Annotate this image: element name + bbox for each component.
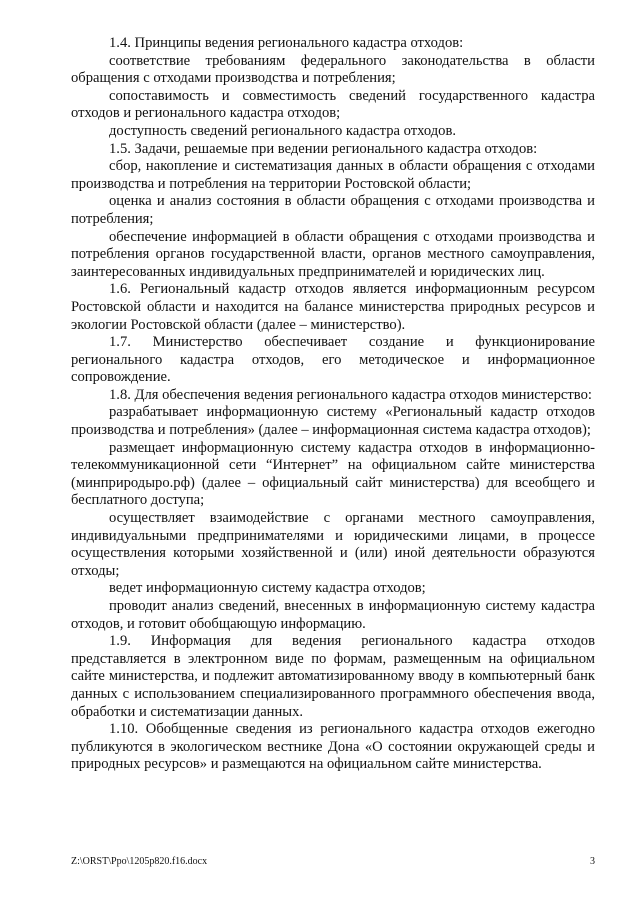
document-body — [71, 35, 595, 774]
footer-file-path: Z:\ORST\Ppo\1205p820.f16.docx — [71, 856, 208, 867]
paragraph-1-4: 1.4. Принципы ведения регионального кадастра отходов: — [109, 35, 464, 51]
page-footer — [71, 856, 595, 870]
paragraph-1-9: 1.9. Информация для ведения регионального кадастра отходов представляется в электронном виде по формам, размещенным на официальном сайте министерства, и подлежит автоматизированному вводу в компьютерный банк данных с использованием специализированного программного обеспечения ввода, обработки и систематизации данных. — [71, 633, 595, 720]
paragraph-principle-compliance: соответствие требованиям федерального законодательства в области обращения с отходами производства и потребления; — [71, 52, 595, 87]
paragraph-1-6: 1.6. Региональный кадастр отходов является информационным ресурсом Ростовской области и находится на балансе министерства природных ресурсов и экологии Ростовской области (далее – министерство). — [71, 281, 595, 333]
paragraph-task-collection: сбор, накопление и систематизация данных в области обращения с отходами производства и потребления на территории Ростовской области; — [71, 158, 595, 192]
paragraph-duty-interact: осуществляет взаимодействие с органами местного самоуправления, индивидуальными предпринимателями и юридическими лицами, в процессе осуществления которыми хозяйственной и (или) иной деятельности образуются отходы; — [71, 510, 595, 579]
paragraph-principle-accessibility: доступность сведений регионального кадастра отходов. — [109, 122, 456, 139]
paragraph-1-8: 1.8. Для обеспечения ведения регионального кадастра отходов министерство: — [109, 386, 592, 403]
paragraph-task-information: обеспечение информацией в области обращения с отходами производства и потребления органов государственной власти, органов местного самоуправления, заинтересованных индивидуальных предпринимателей и юридических лиц. — [71, 228, 595, 280]
paragraph-1-7: 1.7. Министерство обеспечивает создание и функционирование регионального кадастра отходов, его методическое и информационное сопровождение. — [71, 334, 595, 386]
paragraph-1-10: 1.10. Обобщенные сведения из регионального кадастра отходов ежегодно публикуются в экологическом вестнике Дона «О состоянии окружающей среды и природных ресурсов» и размещаются на официальном сайте министерства. — [71, 721, 595, 773]
paragraph-principle-compatibility: сопоставимость и совместимость сведений государственного кадастра отходов и регионального кадастра отходов; — [71, 87, 595, 122]
page-number: 3 — [590, 856, 595, 867]
paragraph-duty-develop: разрабатывает информационную систему «Региональный кадастр отходов производства и потребления» (далее – информационная система кадастра отходов); — [71, 404, 595, 439]
paragraph-task-assessment: оценка и анализ состояния в области обращения с отходами производства и потребления; — [71, 193, 595, 227]
paragraph-duty-analyze: проводит анализ сведений, внесенных в информационную систему кадастра отходов, и готовит обобщающую информацию. — [71, 598, 595, 632]
paragraph-duty-publish: размещает информационную систему кадастра отходов в информационно-телекоммуникационной сети “Интернет” на официальном сайте министерства (минприродыро.рф) (далее – официальный сайт министерства) для всеобщего и бесплатного доступа; — [71, 439, 595, 509]
paragraph-duty-maintain: ведет информационную систему кадастра отходов; — [109, 580, 426, 597]
paragraph-1-5: 1.5. Задачи, решаемые при ведении регионального кадастра отходов: — [109, 140, 538, 157]
